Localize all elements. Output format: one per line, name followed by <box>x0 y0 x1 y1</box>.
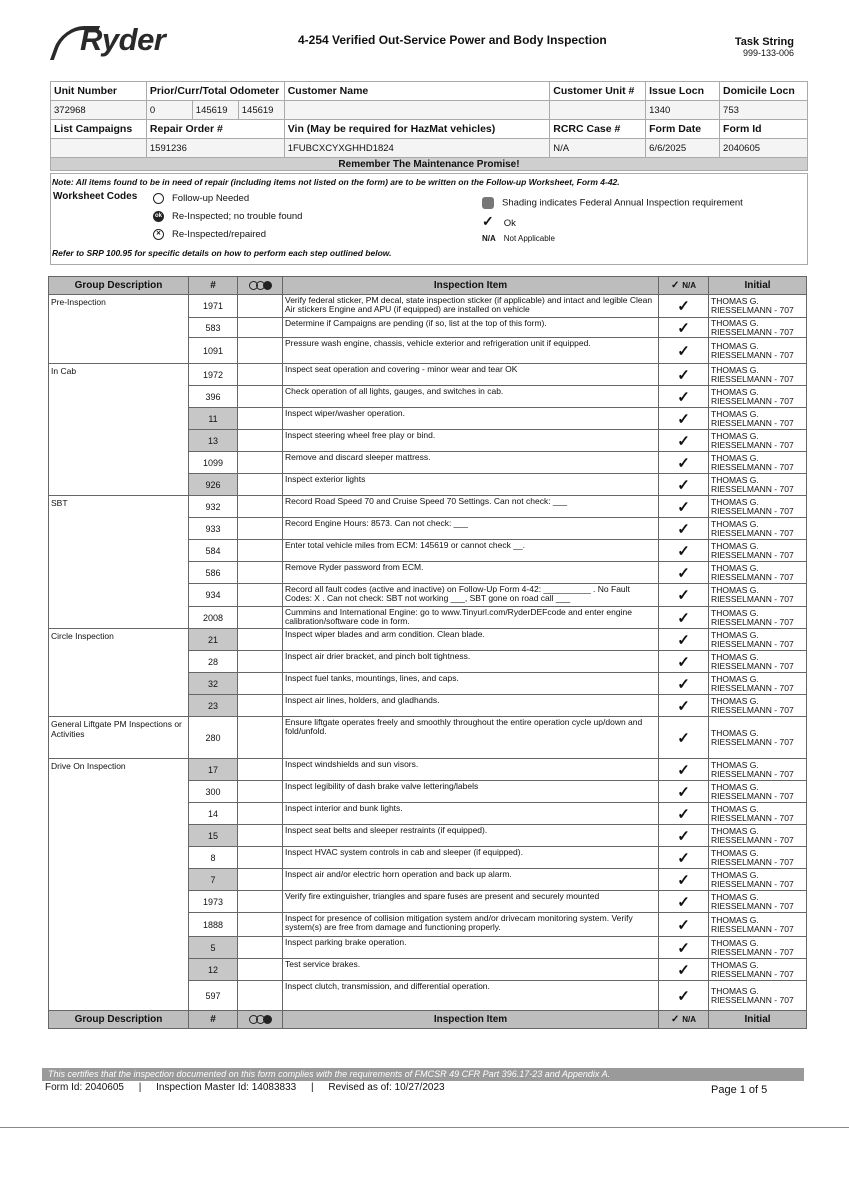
inspection-table <box>48 276 807 1029</box>
worksheet-code-cell[interactable] <box>238 651 283 673</box>
customer-name-label: Customer Name <box>284 82 550 101</box>
inspection-item: Inspect parking brake operation. <box>283 937 659 959</box>
inspection-item: Inspect for presence of collision mitigation system and/or drivecam monitoring system. Verify system(s) are free from damage and functioning properly. <box>283 913 659 937</box>
repair-order-label: Repair Order # <box>146 120 284 139</box>
inspection-item: Inspect exterior lights <box>283 474 659 496</box>
certification-bar: This certifies that the inspection documented on this form complies with the requirements of FMCSR 49 CFR Part 396.17-23 and Appendix A. <box>42 1068 804 1081</box>
checkmark-icon[interactable]: ✓ <box>659 847 709 869</box>
initial: THOMAS G. RIESSELMANN - 707 <box>709 695 807 717</box>
initial: THOMAS G. RIESSELMANN - 707 <box>709 496 807 518</box>
list-campaigns-value <box>51 139 147 158</box>
checkmark-icon[interactable]: ✓ <box>659 629 709 651</box>
domicile-locn-value: 753 <box>720 101 808 120</box>
logo-text: Ryder <box>80 22 166 57</box>
initial: THOMAS G. RIESSELMANN - 707 <box>709 386 807 408</box>
col-checkna-header <box>659 277 709 295</box>
initial: THOMAS G. RIESSELMANN - 707 <box>709 781 807 803</box>
inspection-item: Verify federal sticker, PM decal, state inspection sticker (if applicable) and intact and legible Clean Air stickers Engine and APU (if equipped) are installed on vehicle <box>283 295 659 318</box>
item-number: 32 <box>189 673 238 695</box>
initial: THOMAS G. RIESSELMANN - 707 <box>709 364 807 386</box>
na-label: N/A <box>682 281 696 290</box>
footer-revised: Revised as of: 10/27/2023 <box>328 1082 445 1093</box>
checkmark-icon[interactable]: ✓ <box>659 295 709 318</box>
item-number: 934 <box>189 584 238 607</box>
inspection-item: Inspect windshields and sun visors. <box>283 759 659 781</box>
worksheet-code-cell[interactable] <box>238 518 283 540</box>
item-number: 597 <box>189 981 238 1011</box>
task-string <box>735 37 794 59</box>
form-date-label: Form Date <box>646 120 720 139</box>
inspection-item: Verify fire extinguisher, triangles and spare fuses are present and securely mounted <box>283 891 659 913</box>
item-number: 926 <box>189 474 238 496</box>
checkmark-icon[interactable]: ✓ <box>659 759 709 781</box>
worksheet-code-cell[interactable] <box>238 981 283 1011</box>
table-row <box>49 295 807 318</box>
checkmark-icon[interactable]: ✓ <box>659 891 709 913</box>
initial: THOMAS G. RIESSELMANN - 707 <box>709 847 807 869</box>
initial: THOMAS G. RIESSELMANN - 707 <box>709 562 807 584</box>
issue-locn-value: 1340 <box>646 101 720 120</box>
initial: THOMAS G. RIESSELMANN - 707 <box>709 338 807 364</box>
worksheet-code-cell[interactable] <box>238 717 283 759</box>
checkmark-icon[interactable]: ✓ <box>659 913 709 937</box>
worksheet-code-cell[interactable] <box>238 825 283 847</box>
inspection-item: Cummins and International Engine: go to www.Tinyurl.com/RyderDEFcode and enter engine calibration/software code in form. <box>283 607 659 629</box>
item-number: 933 <box>189 518 238 540</box>
legend-ok <box>482 213 516 230</box>
inspection-item: Inspect fuel tanks, mountings, lines, and caps. <box>283 673 659 695</box>
rcrc-case-value: N/A <box>550 139 646 158</box>
item-number: 28 <box>189 651 238 673</box>
col-initial-header: Initial <box>709 277 807 295</box>
checkmark-icon[interactable]: ✓ <box>659 518 709 540</box>
inspection-item: Inspect steering wheel free play or bind. <box>283 430 659 452</box>
initial: THOMAS G. RIESSELMANN - 707 <box>709 452 807 474</box>
item-number: 21 <box>189 629 238 651</box>
worksheet-code-cell[interactable] <box>238 430 283 452</box>
initial: THOMAS G. RIESSELMANN - 707 <box>709 430 807 452</box>
worksheet-code-cell[interactable] <box>238 295 283 318</box>
inspection-item: Inspect air and/or electric horn operation and back up alarm. <box>283 869 659 891</box>
item-number: 300 <box>189 781 238 803</box>
checkmark-icon[interactable]: ✓ <box>659 584 709 607</box>
inspection-item: Check operation of all lights, gauges, and switches in cab. <box>283 386 659 408</box>
list-campaigns-label: List Campaigns <box>51 120 147 139</box>
inspection-item: Determine if Campaigns are pending (if so, list at the top of this form). <box>283 318 659 338</box>
ok-circle-icon <box>263 281 272 290</box>
worksheet-codes-label: Worksheet Codes <box>53 191 138 202</box>
worksheet-code-cell[interactable] <box>238 959 283 981</box>
item-number: 7 <box>189 869 238 891</box>
checkmark-icon[interactable]: ✓ <box>659 364 709 386</box>
initial: THOMAS G. RIESSELMANN - 707 <box>709 607 807 629</box>
inspection-item: Record Engine Hours: 8573. Can not check: ___ <box>283 518 659 540</box>
form-date-value: 6/6/2025 <box>646 139 720 158</box>
col-codes-header <box>238 277 283 295</box>
repair-note: Note: All items found to be in need of repair (including items not listed on the form) are to be written on the Follow-up Worksheet, Form 4-42. <box>52 177 620 187</box>
checkmark-icon[interactable]: ✓ <box>659 386 709 408</box>
worksheet-code-cell[interactable] <box>238 386 283 408</box>
item-number: 584 <box>189 540 238 562</box>
item-number: 280 <box>189 717 238 759</box>
legend-ok-text: Ok <box>503 218 516 229</box>
inspection-item: Inspect wiper blades and arm condition. Clean blade. <box>283 629 659 651</box>
checkmark-icon[interactable]: ✓ <box>659 959 709 981</box>
item-number: 12 <box>189 959 238 981</box>
worksheet-code-cell[interactable] <box>238 364 283 386</box>
legend-na <box>482 234 555 243</box>
table-footer-row <box>49 1011 807 1029</box>
checkmark-icon[interactable]: ✓ <box>659 673 709 695</box>
table-row <box>49 717 807 759</box>
checkmark-icon[interactable]: ✓ <box>659 937 709 959</box>
checkmark-icon[interactable]: ✓ <box>659 474 709 496</box>
legend-na-key: N/A <box>482 234 496 243</box>
checkmark-icon[interactable]: ✓ <box>659 338 709 364</box>
initial: THOMAS G. RIESSELMANN - 707 <box>709 540 807 562</box>
initial: THOMAS G. RIESSELMANN - 707 <box>709 518 807 540</box>
legend-reinspected-ok <box>153 211 302 222</box>
worksheet-code-cell[interactable] <box>238 629 283 651</box>
table-row <box>49 364 807 386</box>
item-number: 932 <box>189 496 238 518</box>
x-circle-icon: ✕ <box>153 229 164 240</box>
col-group-header: Group Description <box>49 277 189 295</box>
legend-reinspected-repaired-text: Re-Inspected/repaired <box>172 229 266 241</box>
customer-unit-value <box>550 101 646 120</box>
worksheet-code-cell[interactable] <box>238 607 283 629</box>
checkmark-icon[interactable]: ✓ <box>659 562 709 584</box>
rcrc-case-label: RCRC Case # <box>550 120 646 139</box>
initial: THOMAS G. RIESSELMANN - 707 <box>709 937 807 959</box>
ok-circle-icon <box>263 1015 272 1024</box>
col-group-footer: Group Description <box>49 1011 189 1029</box>
checkmark-icon[interactable]: ✓ <box>659 695 709 717</box>
item-number: 1973 <box>189 891 238 913</box>
item-number: 396 <box>189 386 238 408</box>
col-num-header: # <box>189 277 238 295</box>
legend-reinspected-ok-text: Re-Inspected; no trouble found <box>172 211 303 223</box>
unit-number-value: 372968 <box>51 101 147 120</box>
checkmark-icon[interactable]: ✓ <box>659 781 709 803</box>
inspection-item: Inspect seat belts and sleeper restraints (if equipped). <box>283 825 659 847</box>
worksheet-code-cell[interactable] <box>238 540 283 562</box>
checkmark-icon[interactable]: ✓ <box>659 430 709 452</box>
initial: THOMAS G. RIESSELMANN - 707 <box>709 717 807 759</box>
initial: THOMAS G. RIESSELMANN - 707 <box>709 584 807 607</box>
item-number: 583 <box>189 318 238 338</box>
initial: THOMAS G. RIESSELMANN - 707 <box>709 825 807 847</box>
checkmark-icon: ✓ <box>482 213 494 229</box>
inspection-item: Inspect HVAC system controls in cab and sleeper (if equipped). <box>283 847 659 869</box>
item-number: 1091 <box>189 338 238 364</box>
initial: THOMAS G. RIESSELMANN - 707 <box>709 474 807 496</box>
item-number: 8 <box>189 847 238 869</box>
repair-order-value: 1591236 <box>146 139 284 158</box>
unit-number-label: Unit Number <box>51 82 147 101</box>
task-string-label: Task String <box>734 36 794 48</box>
checkmark-icon[interactable]: ✓ <box>659 717 709 759</box>
worksheet-code-cell[interactable] <box>238 673 283 695</box>
inspection-item: Record Road Speed 70 and Cruise Speed 70 Settings. Can not check: ___ <box>283 496 659 518</box>
checkmark-icon[interactable]: ✓ <box>659 496 709 518</box>
form-title: 4-254 Verified Out-Service Power and Body Inspection <box>298 33 607 47</box>
page-divider <box>0 1127 849 1128</box>
table-row <box>49 496 807 518</box>
item-number: 13 <box>189 430 238 452</box>
initial: THOMAS G. RIESSELMANN - 707 <box>709 981 807 1011</box>
inspection-item: Ensure liftgate operates freely and smoothly throughout the entire operation cycle up/down and fold/unfold. <box>283 717 659 759</box>
worksheet-code-cell[interactable] <box>238 408 283 430</box>
initial: THOMAS G. RIESSELMANN - 707 <box>709 891 807 913</box>
legend-shading <box>482 197 743 209</box>
odometer-prior-value: 0 <box>146 101 192 120</box>
col-item-header: Inspection Item <box>283 277 659 295</box>
worksheet-code-cell[interactable] <box>238 869 283 891</box>
initial: THOMAS G. RIESSELMANN - 707 <box>709 913 807 937</box>
worksheet-code-cell[interactable] <box>238 803 283 825</box>
checkmark-icon[interactable]: ✓ <box>659 540 709 562</box>
form-id-value: 2040605 <box>720 139 808 158</box>
shading-swatch-icon <box>482 197 494 209</box>
initial: THOMAS G. RIESSELMANN - 707 <box>709 759 807 781</box>
worksheet-code-cell[interactable] <box>238 937 283 959</box>
group-description: Circle Inspection <box>49 629 189 717</box>
table-row <box>49 759 807 781</box>
checkmark-icon[interactable]: ✓ <box>659 803 709 825</box>
initial: THOMAS G. RIESSELMANN - 707 <box>709 295 807 318</box>
na-label: N/A <box>682 1015 696 1024</box>
inspection-item: Inspect legibility of dash brake valve lettering/labels <box>283 781 659 803</box>
odometer-curr-value: 145619 <box>192 101 238 120</box>
table-header-row <box>49 277 807 295</box>
vin-label: Vin (May be required for HazMat vehicles) <box>284 120 550 139</box>
col-initial-footer: Initial <box>709 1011 807 1029</box>
worksheet-code-cell[interactable] <box>238 474 283 496</box>
inspection-item: Test service brakes. <box>283 959 659 981</box>
inspection-item: Record all fault codes (active and inactive) on Follow-Up Form 4-42: __________ . No Fault Codes: X . Can not check: SBT not working ___, SBT gone on road call ___ <box>283 584 659 607</box>
item-number: 1971 <box>189 295 238 318</box>
group-description: General Liftgate PM Inspections or Activities <box>49 717 189 759</box>
worksheet-code-cell[interactable] <box>238 562 283 584</box>
worksheet-code-cell[interactable] <box>238 781 283 803</box>
ryder-logo <box>60 22 165 58</box>
worksheet-code-cell[interactable] <box>238 847 283 869</box>
item-number: 2008 <box>189 607 238 629</box>
legend-na-text: Not Applicable <box>503 234 555 243</box>
inspection-item: Enter total vehicle miles from ECM: 145619 or cannot check __. <box>283 540 659 562</box>
group-description: Drive On Inspection <box>49 759 189 1011</box>
checkmark-icon: ✓ <box>671 280 680 291</box>
worksheet-code-cell[interactable] <box>238 759 283 781</box>
worksheet-code-cell[interactable] <box>238 338 283 364</box>
col-codes-footer <box>238 1011 283 1029</box>
initial: THOMAS G. RIESSELMANN - 707 <box>709 318 807 338</box>
inspection-item: Pressure wash engine, chassis, vehicle exterior and refrigeration unit if equipped. <box>283 338 659 364</box>
worksheet-code-cell[interactable] <box>238 496 283 518</box>
inspection-item: Inspect air drier bracket, and pinch bolt tightness. <box>283 651 659 673</box>
inspection-item: Inspect air lines, holders, and gladhands. <box>283 695 659 717</box>
initial: THOMAS G. RIESSELMANN - 707 <box>709 869 807 891</box>
footer-line <box>45 1082 457 1093</box>
footer-master-id: Inspection Master Id: 14083833 <box>156 1082 297 1093</box>
inspection-item: Inspect wiper/washer operation. <box>283 408 659 430</box>
initial: THOMAS G. RIESSELMANN - 707 <box>709 651 807 673</box>
item-number: 23 <box>189 695 238 717</box>
inspection-item: Inspect interior and bunk lights. <box>283 803 659 825</box>
col-item-footer: Inspection Item <box>283 1011 659 1029</box>
worksheet-code-cell[interactable] <box>238 452 283 474</box>
item-number: 11 <box>189 408 238 430</box>
item-number: 1972 <box>189 364 238 386</box>
task-string-value: 999-133-006 <box>742 48 794 58</box>
item-number: 17 <box>189 759 238 781</box>
group-description: Pre-Inspection <box>49 295 189 364</box>
footer-separator: | <box>310 1082 314 1093</box>
col-checkna-footer <box>659 1011 709 1029</box>
item-number: 1099 <box>189 452 238 474</box>
srp-note: Refer to SRP 100.95 for specific details on how to perform each step outlined below. <box>52 248 392 258</box>
item-number: 586 <box>189 562 238 584</box>
initial: THOMAS G. RIESSELMANN - 707 <box>709 408 807 430</box>
checkmark-icon[interactable]: ✓ <box>659 318 709 338</box>
worksheet-code-cell[interactable] <box>238 584 283 607</box>
open-circle-icon <box>153 193 164 204</box>
inspection-item: Inspect clutch, transmission, and differential operation. <box>283 981 659 1011</box>
checkmark-icon[interactable]: ✓ <box>659 607 709 629</box>
page-number: Page 1 of 5 <box>711 1084 768 1096</box>
initial: THOMAS G. RIESSELMANN - 707 <box>709 629 807 651</box>
col-num-footer: # <box>189 1011 238 1029</box>
table-row <box>49 629 807 651</box>
legend-follow-up-text: Follow-up Needed <box>172 193 250 205</box>
item-number: 14 <box>189 803 238 825</box>
footer-separator: | <box>138 1082 142 1093</box>
item-number: 5 <box>189 937 238 959</box>
checkmark-icon[interactable]: ✓ <box>659 981 709 1011</box>
group-description: SBT <box>49 496 189 629</box>
worksheet-code-cell[interactable] <box>238 913 283 937</box>
legend-shading-text: Shading indicates Federal Annual Inspection requirement <box>502 197 743 209</box>
legend-follow-up <box>153 193 249 204</box>
ok-circle-icon: ok <box>153 211 164 222</box>
checkmark-icon[interactable]: ✓ <box>659 452 709 474</box>
inspection-item: Inspect seat operation and covering - minor wear and tear OK <box>283 364 659 386</box>
vin-value: 1FUBCXCYXGHHD1824 <box>284 139 550 158</box>
worksheet-code-cell[interactable] <box>238 695 283 717</box>
form-id-label: Form Id <box>720 120 808 139</box>
item-number: 15 <box>189 825 238 847</box>
odometer-total-value: 145619 <box>238 101 284 120</box>
initial: THOMAS G. RIESSELMANN - 707 <box>709 959 807 981</box>
checkmark-icon[interactable]: ✓ <box>659 651 709 673</box>
inspection-item: Remove Ryder password from ECM. <box>283 562 659 584</box>
checkmark-icon[interactable]: ✓ <box>659 869 709 891</box>
initial: THOMAS G. RIESSELMANN - 707 <box>709 673 807 695</box>
inspection-item: Remove and discard sleeper mattress. <box>283 452 659 474</box>
maintenance-promise: Remember The Maintenance Promise! <box>50 157 808 171</box>
worksheet-code-cell[interactable] <box>238 318 283 338</box>
group-description: In Cab <box>49 364 189 496</box>
customer-unit-label: Customer Unit # <box>550 82 646 101</box>
checkmark-icon[interactable]: ✓ <box>659 408 709 430</box>
checkmark-icon[interactable]: ✓ <box>659 825 709 847</box>
header-grid <box>50 81 808 158</box>
issue-locn-label: Issue Locn <box>646 82 720 101</box>
initial: THOMAS G. RIESSELMANN - 707 <box>709 803 807 825</box>
domicile-locn-label: Domicile Locn <box>720 82 808 101</box>
item-number: 1888 <box>189 913 238 937</box>
checkmark-icon: ✓ <box>671 1014 680 1025</box>
legend-reinspected-repaired <box>153 229 266 240</box>
footer-form-id: Form Id: 2040605 <box>45 1082 124 1093</box>
odometer-label: Prior/Curr/Total Odometer <box>146 82 284 101</box>
worksheet-code-cell[interactable] <box>238 891 283 913</box>
customer-name-value <box>284 101 550 120</box>
